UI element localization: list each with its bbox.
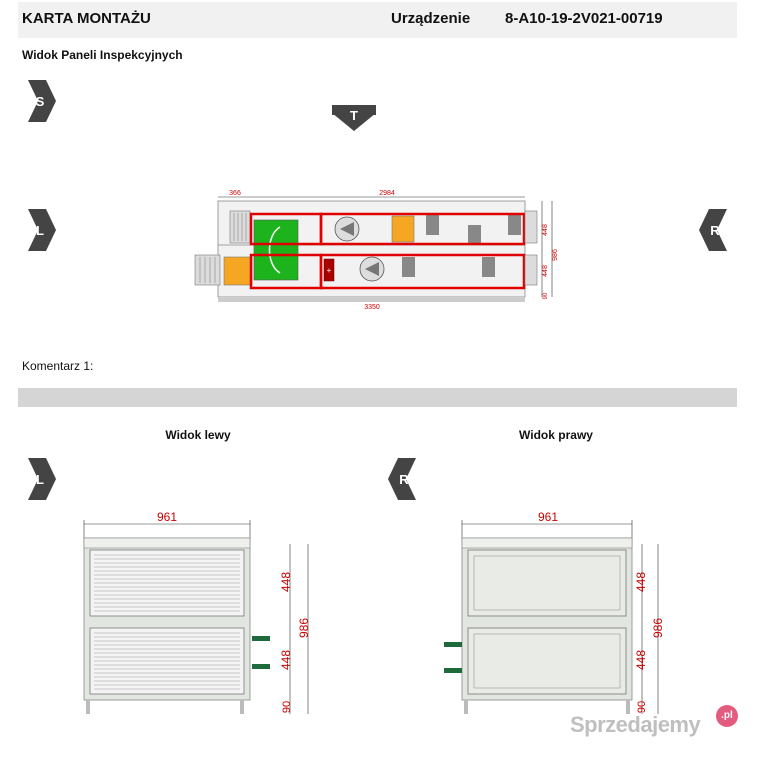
inspection-view-title: Widok Paneli Inspekcyjnych — [22, 48, 183, 62]
marker-s-label: S — [35, 94, 45, 109]
marker-r-label: R — [710, 223, 720, 238]
marker-t-label: T — [350, 108, 358, 123]
dim-main-length: 2984 — [379, 190, 395, 197]
left-view-title: Widok lewy — [165, 428, 231, 442]
dim-base-height: 90 — [543, 292, 549, 300]
dim-total-length: 3350 — [364, 304, 380, 311]
left-view-marker-icon — [26, 456, 58, 502]
left-view-marker-label: L — [36, 472, 44, 487]
comment-label: Komentarz 1: — [22, 359, 94, 373]
watermark-text: Sprzedajemy — [570, 712, 701, 737]
dim-lower-height: 448 — [542, 265, 549, 277]
left-dim-lower: 448 — [279, 649, 293, 671]
right-view-title: Widok prawy — [519, 428, 593, 442]
unit-inspection-diagram — [190, 185, 570, 320]
left-dim-upper: 448 — [279, 571, 293, 593]
left-dim-width: 961 — [156, 510, 178, 524]
dim-left-section: 366 — [229, 190, 241, 197]
device-label: Urządzenie — [391, 10, 471, 27]
filter-upper — [392, 216, 414, 242]
marker-s-icon — [26, 78, 58, 124]
watermark-badge: .pl — [716, 705, 738, 727]
marker-l-icon — [26, 207, 58, 253]
marker-r-icon — [697, 207, 729, 253]
right-view-drawing — [440, 508, 680, 720]
right-view-marker-label: R — [399, 472, 409, 487]
filter-lower — [224, 257, 252, 285]
right-view-marker-icon — [386, 456, 418, 502]
right-dim-base: 90 — [636, 700, 648, 714]
left-dim-base: 90 — [281, 700, 293, 714]
heat-recovery-block — [254, 220, 298, 280]
device-code: 8-A10-19-2V021-00719 — [505, 10, 663, 27]
dim-upper-height: 448 — [542, 224, 549, 236]
right-dim-total: 986 — [651, 617, 665, 639]
right-dim-upper: 448 — [634, 571, 648, 593]
page-title: KARTA MONTAŻU — [22, 10, 151, 27]
left-view-drawing — [78, 508, 318, 720]
marker-l-label: L — [36, 223, 44, 238]
left-dim-total: 986 — [297, 617, 311, 639]
right-dim-lower: 448 — [634, 649, 648, 671]
dim-total-height: 986 — [552, 249, 559, 261]
marker-t-icon — [330, 103, 378, 133]
svg-text:+: + — [326, 266, 332, 275]
right-dim-width: 961 — [537, 510, 559, 524]
comment-field[interactable] — [18, 388, 737, 407]
